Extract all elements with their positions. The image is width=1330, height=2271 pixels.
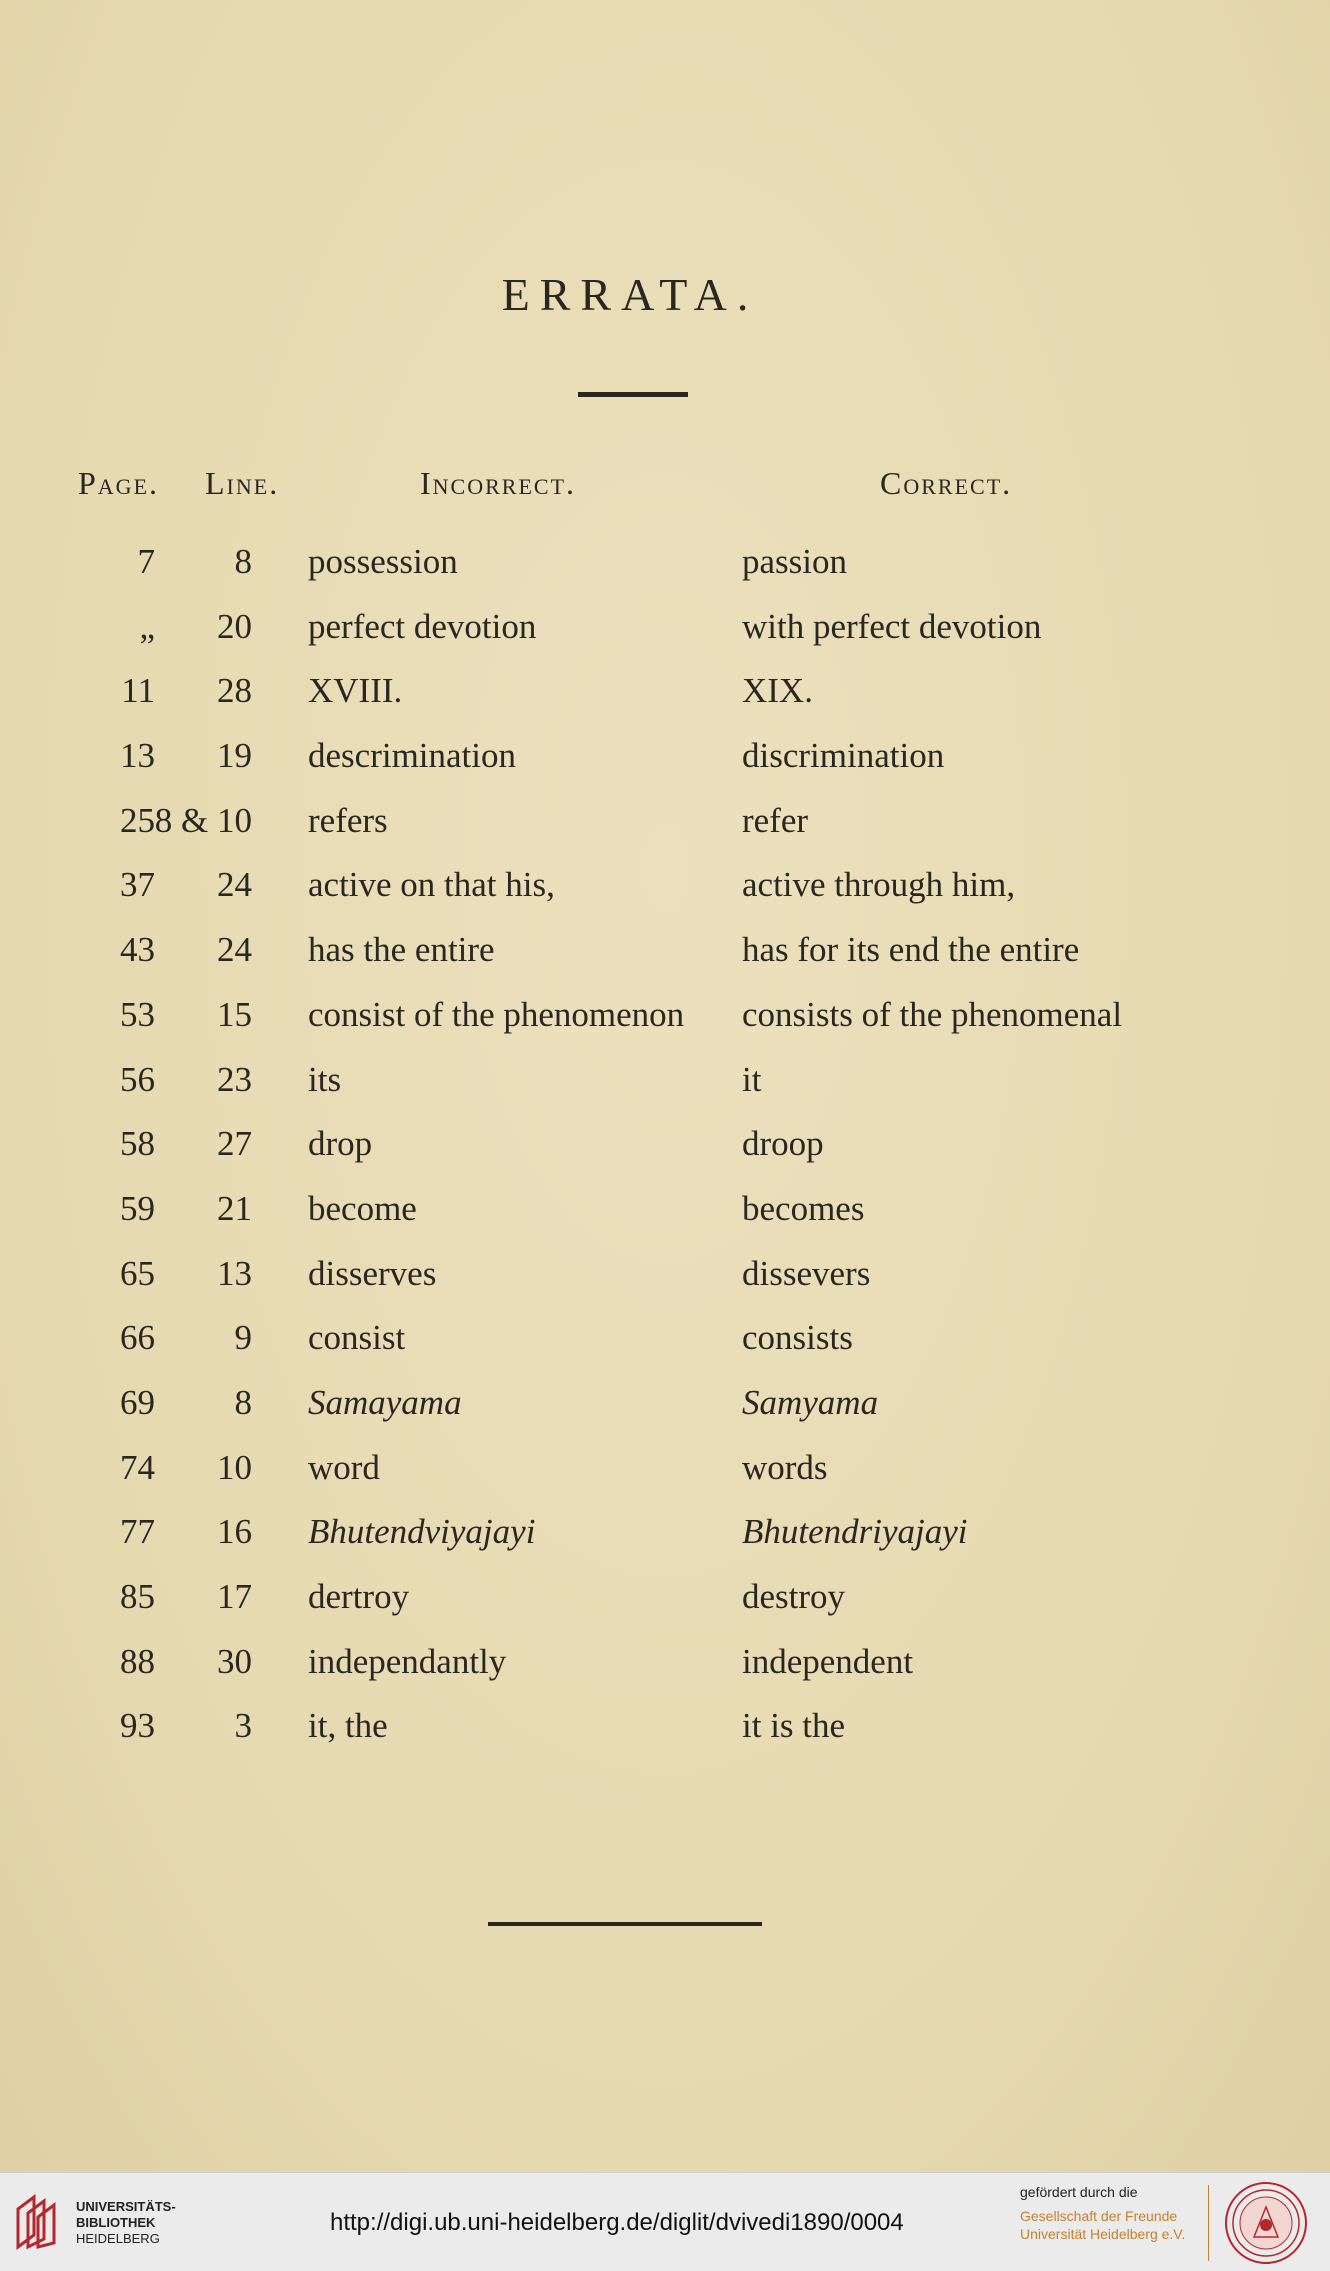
sponsor-block [1020,2183,1185,2243]
row-incorrect-cell: possession [308,542,458,581]
row-correct-cell: destroy [742,1577,846,1616]
row-incorrect-cell: dertroy [308,1577,410,1616]
row-incorrect-cell: consist [308,1318,406,1358]
library-name [76,2199,176,2247]
table-row [0,1189,1330,1254]
row-correct-cell: XIX. [742,671,813,711]
row-incorrect-cell: its [308,1059,342,1099]
footer-divider [1208,2185,1209,2261]
row-line-cell: 24 [217,865,252,905]
row-page-cell: 37 [120,865,155,905]
row-incorrect-cell: has the entire [308,930,495,970]
row-correct-cell: active through him, [742,865,1016,905]
row-correct-cell: discrimination [742,736,945,776]
row-line-cell: 10 [217,1447,252,1487]
header-incorrect: Incorrect. [420,465,577,501]
row-incorrect-cell: Bhutendviyajayi [308,1512,536,1552]
row-line-cell: 8 & 10 [154,800,252,840]
table-row [0,995,1330,1060]
table-row [0,930,1330,995]
footer-bar [0,2172,1330,2271]
row-incorrect-cell: word [308,1447,380,1487]
sponsor-label: gefördert durch die [1020,2184,1138,2200]
library-logo-icon [12,2191,70,2253]
row-correct-cell: Bhutendriyajayi [742,1512,968,1552]
row-incorrect-cell: independantly [308,1641,507,1681]
table-row [0,1577,1330,1642]
row-incorrect-cell: consist of the phenomenon [308,994,685,1034]
row-incorrect-cell: Samayama [308,1382,462,1422]
row-correct-cell: it is the [742,1706,846,1746]
row-line-cell: 30 [217,1641,252,1681]
row-page-cell: 74 [120,1447,155,1487]
row-incorrect-cell: refers [308,800,388,840]
header-line: Line. [205,465,280,501]
row-line-cell: 9 [234,1318,252,1358]
row-line-cell: 28 [217,671,252,711]
row-incorrect-cell: active on that his, [308,865,555,905]
row-page-cell: 69 [120,1382,155,1422]
table-row [0,1383,1330,1448]
library-line-3: HEIDELBERG [76,2231,160,2246]
page-title: ERRATA. [501,269,759,320]
table-row [0,1706,1330,1771]
row-correct-cell: words [742,1447,828,1487]
row-line-cell: 19 [217,736,252,776]
row-page-cell: 7 [137,542,155,581]
row-correct-cell: passion [742,542,847,581]
row-correct-cell: it [742,1059,762,1099]
row-page-cell: 65 [120,1253,155,1293]
row-page-cell: 11 [121,671,155,711]
row-page-cell: 85 [120,1577,155,1616]
row-line-cell: 20 [217,606,252,646]
table-row [0,865,1330,930]
table-row [0,736,1330,801]
closing-rule [488,1922,762,1926]
table-row [0,1318,1330,1383]
row-page-cell: 58 [120,1124,155,1164]
row-correct-cell: has for its end the entire [742,930,1080,970]
row-line-cell: 24 [217,930,252,970]
row-page-cell: 93 [120,1706,155,1746]
row-line-cell: 13 [217,1253,252,1293]
row-page-cell: 56 [120,1059,155,1099]
sponsor-name-1: Gesellschaft der Freunde [1020,2208,1178,2224]
library-line-1: UNIVERSITÄTS- [76,2199,176,2214]
header-correct: Correct. [880,465,1013,501]
row-page-cell: 13 [120,736,155,776]
row-correct-cell: independent [742,1641,914,1681]
table-row [0,671,1330,736]
row-page-cell: „ [139,606,155,646]
row-incorrect-cell: drop [308,1124,373,1164]
row-line-cell: 15 [217,994,252,1034]
errata-table [0,542,1330,1771]
row-line-cell: 3 [234,1706,252,1746]
title-rule [578,392,688,397]
row-correct-cell: becomes [742,1188,865,1228]
row-page-cell: 43 [120,930,155,970]
row-page-cell: 25 [120,800,155,840]
table-row [0,1448,1330,1513]
row-page-cell: 77 [120,1512,155,1552]
table-row [0,1254,1330,1319]
row-incorrect-cell: perfect devotion [308,606,537,646]
row-line-cell: 8 [234,1382,252,1422]
table-row [0,801,1330,866]
row-line-cell: 27 [217,1124,252,1164]
row-correct-cell: droop [742,1124,824,1164]
row-page-cell: 66 [120,1318,155,1358]
table-row [0,1124,1330,1189]
permalink-url[interactable]: http://digi.ub.uni-heidelberg.de/diglit/dvivedi1890/0004 [330,2209,904,2236]
row-page-cell: 88 [120,1641,155,1681]
row-incorrect-cell: it, the [308,1706,388,1746]
library-line-2: BIBLIOTHEK [76,2215,156,2230]
row-correct-cell: with perfect devotion [742,606,1042,646]
sponsor-name-2: Universität Heidelberg e.V. [1020,2226,1186,2242]
row-incorrect-cell: XVIII. [308,671,403,711]
row-line-cell: 16 [217,1512,252,1552]
row-line-cell: 21 [217,1188,252,1228]
header-page: Page. [78,465,160,501]
row-page-cell: 53 [120,994,155,1034]
row-line-cell: 17 [217,1577,252,1616]
row-correct-cell: consists [742,1318,853,1358]
row-correct-cell: dissevers [742,1253,871,1293]
row-incorrect-cell: disserves [308,1253,437,1293]
table-row [0,542,1330,607]
row-line-cell: 8 [234,542,252,581]
row-incorrect-cell: descrimination [308,736,517,776]
row-incorrect-cell: become [308,1188,417,1228]
row-correct-cell: Samyama [742,1382,879,1422]
university-seal-icon [1224,2181,1308,2265]
table-row [0,1060,1330,1125]
row-page-cell: 59 [120,1188,155,1228]
table-row [0,1512,1330,1577]
table-row [0,607,1330,672]
row-correct-cell: consists of the phenomenal [742,994,1123,1034]
row-line-cell: 23 [217,1059,252,1099]
table-row [0,1642,1330,1707]
row-correct-cell: refer [742,800,809,840]
